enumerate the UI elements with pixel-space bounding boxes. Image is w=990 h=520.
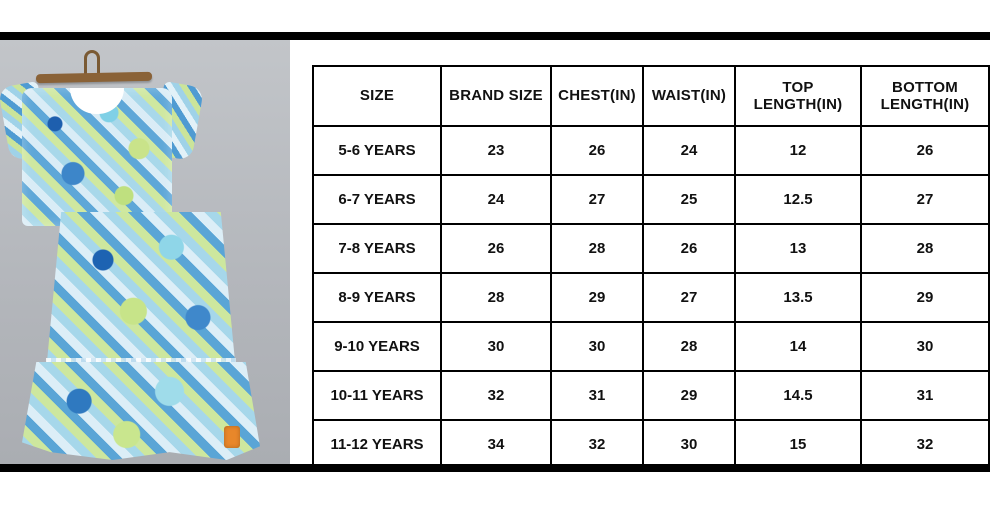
column-header-waist-line1: WAIST(IN) bbox=[651, 87, 727, 105]
cell-waist: 25 bbox=[643, 175, 735, 224]
cell-brand-size: 26 bbox=[441, 224, 551, 273]
table-header-row bbox=[313, 66, 989, 126]
cell-top-length: 12 bbox=[735, 126, 861, 175]
cell-bottom-length: 30 bbox=[861, 322, 989, 371]
cell-top-length: 14.5 bbox=[735, 371, 861, 420]
cell-waist: 29 bbox=[643, 371, 735, 420]
table-row bbox=[313, 175, 989, 224]
cell-waist: 28 bbox=[643, 322, 735, 371]
size-chart-card bbox=[290, 40, 990, 464]
cell-size: 10-11 YEARS bbox=[313, 371, 441, 420]
cell-top-length: 15 bbox=[735, 420, 861, 469]
cell-chest: 30 bbox=[551, 322, 643, 371]
cell-chest: 32 bbox=[551, 420, 643, 469]
cell-size: 11-12 YEARS bbox=[313, 420, 441, 469]
cell-top-length: 12.5 bbox=[735, 175, 861, 224]
cell-chest: 29 bbox=[551, 273, 643, 322]
cell-size: 7-8 YEARS bbox=[313, 224, 441, 273]
cell-brand-size: 28 bbox=[441, 273, 551, 322]
cell-brand-size: 24 bbox=[441, 175, 551, 224]
cell-top-length: 13.5 bbox=[735, 273, 861, 322]
cell-brand-size: 34 bbox=[441, 420, 551, 469]
cell-chest: 28 bbox=[551, 224, 643, 273]
cell-waist: 27 bbox=[643, 273, 735, 322]
column-header-chest bbox=[551, 66, 643, 126]
cell-size: 6-7 YEARS bbox=[313, 175, 441, 224]
column-header-waist bbox=[643, 66, 735, 126]
cell-chest: 26 bbox=[551, 126, 643, 175]
size-chart-table bbox=[312, 65, 990, 470]
cell-bottom-length: 26 bbox=[861, 126, 989, 175]
column-header-brand-size-line1: BRAND SIZE bbox=[449, 87, 543, 105]
cell-waist: 24 bbox=[643, 126, 735, 175]
cell-brand-size: 23 bbox=[441, 126, 551, 175]
brand-tag bbox=[224, 426, 240, 448]
cell-bottom-length: 28 bbox=[861, 224, 989, 273]
cell-chest: 31 bbox=[551, 371, 643, 420]
table-row bbox=[313, 126, 989, 175]
table-row bbox=[313, 273, 989, 322]
cell-brand-size: 32 bbox=[441, 371, 551, 420]
table-row bbox=[313, 224, 989, 273]
column-header-top-length-line2: LENGTH(IN) bbox=[753, 96, 843, 113]
cell-top-length: 13 bbox=[735, 224, 861, 273]
column-header-chest-line1: CHEST(IN) bbox=[558, 87, 636, 105]
cell-waist: 30 bbox=[643, 420, 735, 469]
column-header-top-length bbox=[735, 66, 861, 126]
column-header-size-line1: SIZE bbox=[359, 87, 395, 105]
cell-bottom-length: 32 bbox=[861, 420, 989, 469]
table-row bbox=[313, 322, 989, 371]
cell-bottom-length: 31 bbox=[861, 371, 989, 420]
cell-size: 8-9 YEARS bbox=[313, 273, 441, 322]
cell-brand-size: 30 bbox=[441, 322, 551, 371]
column-header-top-length-line1: TOP bbox=[782, 78, 814, 96]
column-header-bottom-length-line2: LENGTH(IN) bbox=[880, 96, 970, 113]
cell-size: 9-10 YEARS bbox=[313, 322, 441, 371]
table-row bbox=[313, 371, 989, 420]
column-header-size bbox=[313, 66, 441, 126]
cell-bottom-length: 27 bbox=[861, 175, 989, 224]
cell-waist: 26 bbox=[643, 224, 735, 273]
cell-bottom-length: 29 bbox=[861, 273, 989, 322]
column-header-bottom-length bbox=[861, 66, 989, 126]
table-row bbox=[313, 420, 989, 469]
cell-size: 5-6 YEARS bbox=[313, 126, 441, 175]
column-header-brand-size bbox=[441, 66, 551, 126]
cell-chest: 27 bbox=[551, 175, 643, 224]
garment-skirt bbox=[46, 212, 236, 372]
cell-top-length: 14 bbox=[735, 322, 861, 371]
column-header-bottom-length-line1: BOTTOM bbox=[892, 78, 958, 96]
product-photo bbox=[0, 40, 290, 464]
